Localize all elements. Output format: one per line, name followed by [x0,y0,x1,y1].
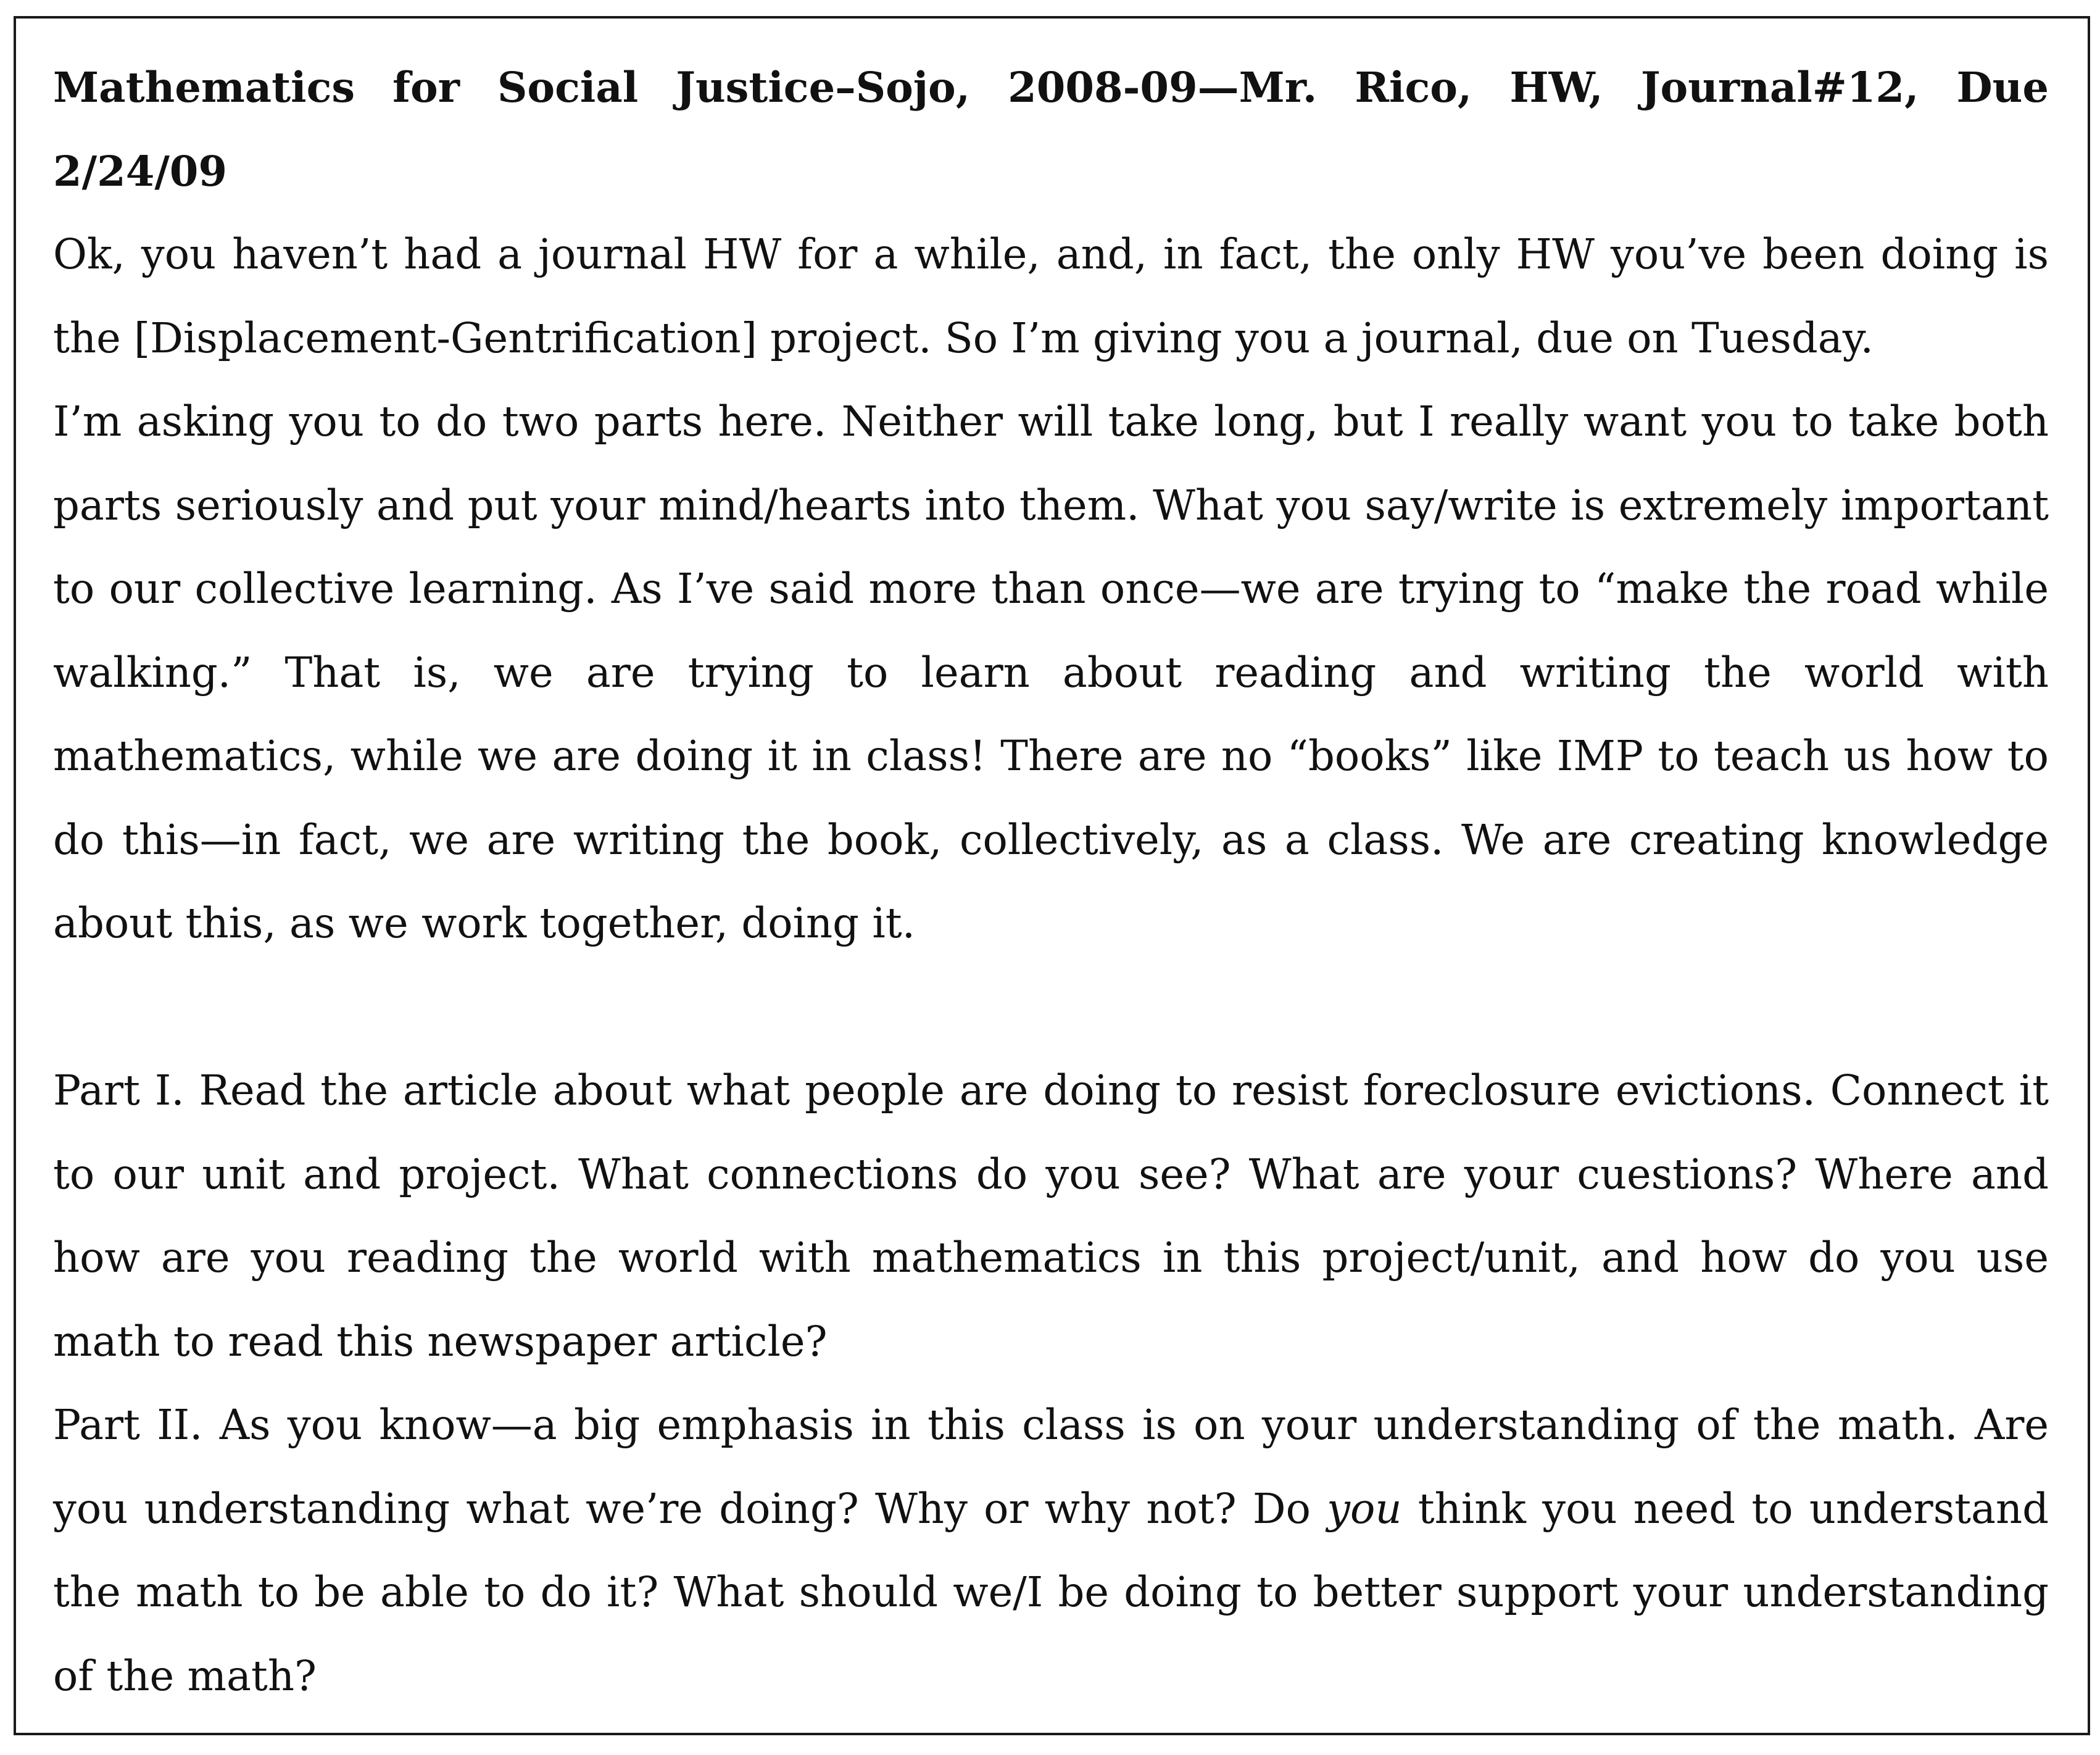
assignment-heading: Mathematics for Social Justice–Sojo, 2008-09—Mr. Rico, HW, Journal#12, Due 2/24/09 [53,63,2049,196]
part-two-paragraph [53,1384,2049,1718]
paragraph-spacer [53,966,2049,1050]
part-one-paragraph: Part I. Read the article about what people are doing to resist foreclosure evictions. Connect it to our unit and project. What connections do you see? What are your cuestions? Where and how are you reading the world with mathematics in this project/unit, and how do you use math to read this newspaper article? [53,1066,2049,1366]
part-two-text-start: Part II. As you know—a big emphasis in this class is on your understanding of the math. Are you understanding what we’re doing? Why or why not? Do [53,1401,2049,1533]
part-two-text-end: think you need to understand the math to be able to do it? What should we/I be doing to better support your understanding of the math? [53,1484,2049,1700]
intro-paragraph: Ok, you haven’t had a journal HW for a while, and, in fact, the only HW you’ve been doing is the [Displacement-Gentrification] project. So I’m giving you a journal, due on Tuesday. [53,230,2049,362]
journal-assignment [53,46,2049,1718]
instructions-paragraph: I’m asking you to do two parts here. Neither will take long, but I really want you to take both parts seriously and put your mind/hearts into them. What you say/write is extremely important to our collective learning. As I’ve said more than once—we are trying to “make the road while walking.” That is, we are trying to learn about reading and writing the world with mathematics, while we are doing it in class! There are no “books” like IMP to teach us how to do this—in fact, we are writing the book, collectively, as a class. We are creating knowledge about this, as we work together, doing it. [53,397,2049,947]
part-two-emphasis: you [1327,1484,1402,1533]
